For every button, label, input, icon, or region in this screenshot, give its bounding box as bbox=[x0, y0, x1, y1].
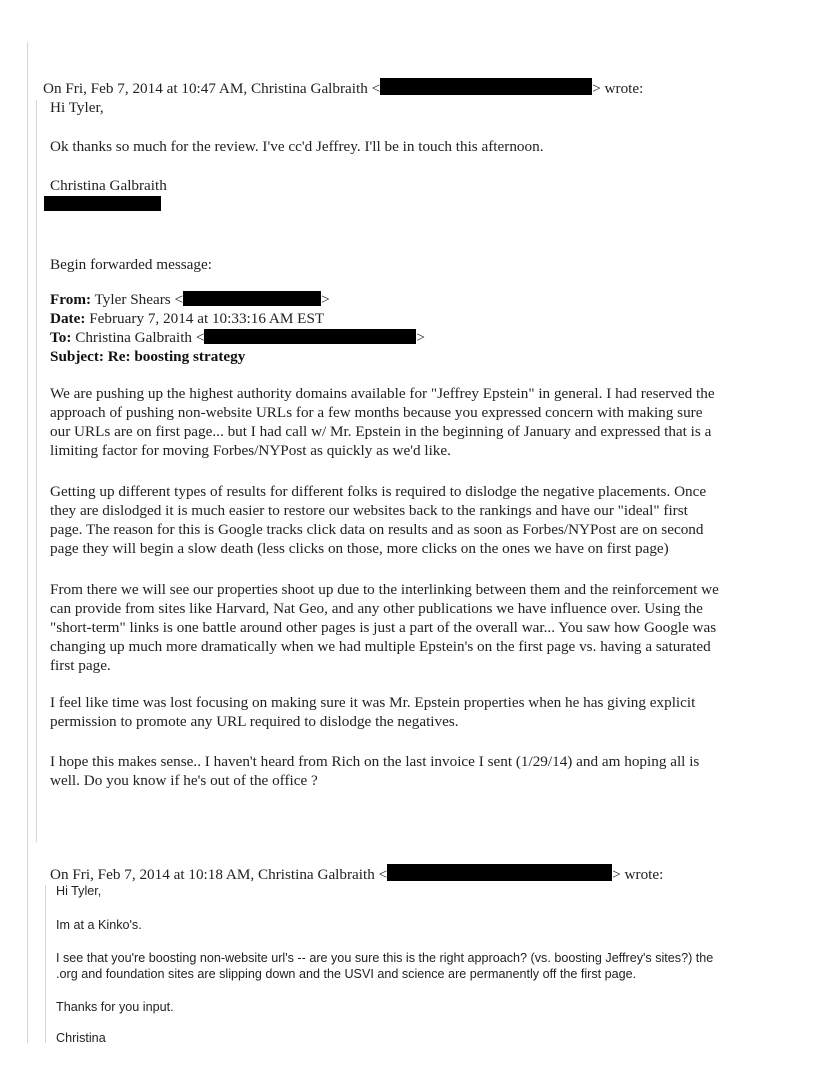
redacted-email bbox=[183, 291, 321, 306]
reply-2-header: On Fri, Feb 7, 2014 at 10:18 AM, Christina Galbraith < > wrote: bbox=[50, 866, 664, 883]
reply-1-greeting: Hi Tyler, bbox=[50, 99, 104, 116]
redacted-email bbox=[387, 864, 612, 881]
redacted-email bbox=[204, 329, 416, 344]
redacted-signature-line bbox=[44, 196, 161, 211]
forwarded-paragraph-1: We are pushing up the highest authority domains available for "Jeffrey Epstein" in general. I had reserved the approach of pushing non-website URLs for a few months because you expressed concern with making sure our URLs are on first page... but I had call w/ Mr. Epstein in the beginning of January and expressed that is a limiting factor for moving Forbes/NYPost as quickly as we'd like. bbox=[50, 385, 715, 459]
forwarded-from: From: Tyler Shears < > bbox=[50, 291, 330, 308]
reply-1-header: On Fri, Feb 7, 2014 at 10:47 AM, Christina Galbraith < > wrote: bbox=[43, 80, 644, 97]
reply-2-greeting: Hi Tyler, bbox=[56, 884, 102, 898]
reply-2-line-2a: I see that you're boosting non-website url's -- are you sure this is the right approach? (vs. boosting Jeffrey's sites?) the bbox=[56, 951, 714, 965]
reply-1-signature: Christina Galbraith bbox=[50, 177, 167, 194]
quote-bar-reply-1 bbox=[36, 100, 37, 842]
reply-2-line-2b: .org and foundation sites are slipping down and the USVI and science are permanently off the first page. bbox=[56, 967, 637, 981]
quote-bar-reply-2 bbox=[45, 885, 46, 1043]
forwarded-subject: Subject: Re: boosting strategy bbox=[50, 348, 246, 365]
forwarded-to: To: Christina Galbraith < > bbox=[50, 329, 425, 346]
forwarded-date: Date: February 7, 2014 at 10:33:16 AM EST bbox=[50, 310, 325, 327]
reply-2-signature: Christina bbox=[56, 1031, 106, 1045]
redacted-email bbox=[380, 78, 592, 95]
forwarded-intro: Begin forwarded message: bbox=[50, 256, 212, 273]
forwarded-paragraph-4: I feel like time was lost focusing on making sure it was Mr. Epstein properties when he has giving explicit permission to promote any URL required to dislodge the negatives. bbox=[50, 694, 696, 730]
forwarded-paragraph-5: I hope this makes sense.. I haven't heard from Rich on the last invoice I sent (1/29/14) and am hoping all is well. Do you know if he's out of the office ? bbox=[50, 753, 700, 789]
reply-1-body: Ok thanks so much for the review. I've cc'd Jeffrey. I'll be in touch this afternoon. bbox=[50, 138, 544, 155]
forwarded-paragraph-2: Getting up different types of results for different folks is required to dislodge the negative placements. Once they are dislodged it is much easier to restore our websites back to the rankings and have our "ideal" first page. The reason for this is Google tracks click data on results and as soon as Forbes/NYPost are on second page they will begin a slow death (less clicks on those, more clicks on the ones we have on first page) bbox=[50, 483, 707, 557]
reply-2-line-3: Thanks for you input. bbox=[56, 1000, 174, 1014]
quote-bar-outer bbox=[27, 42, 28, 1043]
forwarded-paragraph-3: From there we will see our properties shoot up due to the interlinking between them and the reinforcement we can provide from sites like Harvard, Nat Geo, and any other publications we have influence over. Using the "short-term" links is one battle around other pages is just a part of the overall war... You saw how Google was changing up much more dramatically when we had multiple Epstein's on the first page vs. having a saturated first page. bbox=[50, 581, 719, 674]
reply-2-line-1: Im at a Kinko's. bbox=[56, 918, 142, 932]
